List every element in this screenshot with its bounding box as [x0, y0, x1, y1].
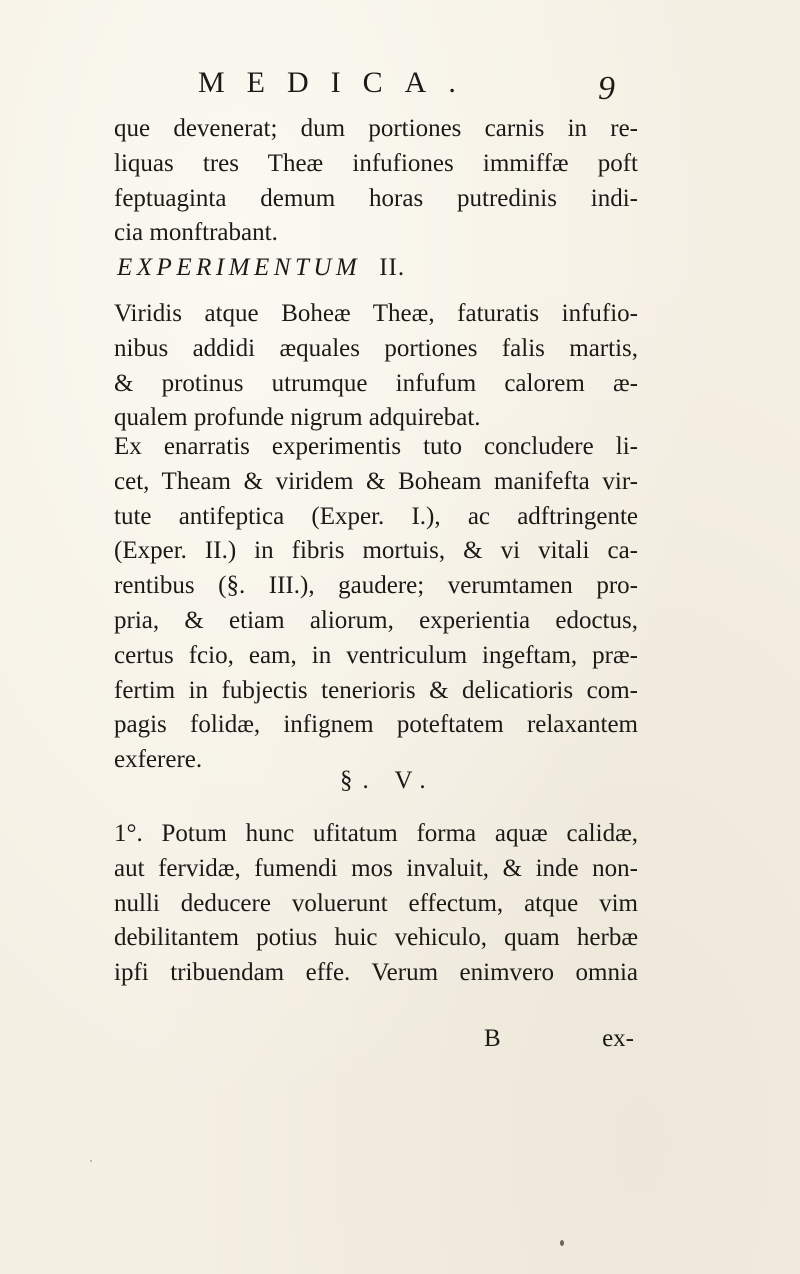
- experiment-heading: [117, 254, 405, 282]
- text-line: liquas tres Theæ infufiones immiffæ poft: [114, 149, 638, 177]
- heading-number: II.: [379, 254, 406, 281]
- text-line: qualem profunde nigrum adquirebat.: [114, 404, 481, 432]
- page-footer: [114, 1025, 638, 1059]
- text-line: Ex enarratis experimentis tuto concludere li-: [114, 433, 638, 460]
- text-line: debilitantem potius huic vehiculo, quam herbæ: [114, 924, 638, 952]
- text-line: nulli deducere voluerunt effectum, atque vim: [114, 889, 638, 917]
- paper-speck: [560, 1240, 564, 1246]
- text-line: tute antifeptica (Exper. I.), ac adftringente: [114, 502, 638, 530]
- text-line: certus fcio, eam, in ventriculum ingeftam, præ-: [114, 641, 638, 669]
- text-line: ipfi tribuendam effe. Verum enimvero omnia: [114, 959, 638, 987]
- running-head: MEDICA.: [198, 66, 478, 99]
- paragraph-experiment: [114, 297, 638, 436]
- text-line: Viridis atque Boheæ Theæ, faturatis infufio-: [114, 300, 638, 327]
- text-line: (Exper. II.) in fibris mortuis, & vi vitali ca-: [114, 537, 638, 565]
- paragraph-continuation: [114, 112, 638, 251]
- text-line: aut fervidæ, fumendi mos invaluit, & inde non-: [114, 854, 638, 882]
- catchword: ex-: [602, 1025, 634, 1052]
- text-line: pagis folidæ, infignem poteftatem relaxantem: [114, 711, 638, 739]
- text-line: fertim in fubjectis tenerioris & delicatioris com-: [114, 676, 638, 704]
- text-line: cia monftrabant.: [114, 219, 278, 247]
- text-line: exferere.: [114, 746, 203, 774]
- text-line: 1°. Potum hunc ufitatum forma aquæ calidæ,: [114, 820, 638, 847]
- paper-speck: [90, 1160, 92, 1162]
- text-line: rentibus (§. III.), gaudere; verumtamen pro-: [114, 572, 638, 600]
- text-line: feptuaginta demum horas putredinis indi-: [114, 184, 638, 212]
- section-mark: §. V.: [340, 767, 436, 794]
- text-line: pria, & etiam aliorum, experientia edoctus,: [114, 606, 638, 634]
- signature-mark: B: [484, 1025, 501, 1052]
- text-line: que devenerat; dum portiones carnis in re-: [114, 115, 638, 142]
- text-line: nibus addidi æquales portiones falis martis,: [114, 334, 638, 362]
- text-line: cet, Theam & viridem & Boheam manifefta vir-: [114, 467, 638, 495]
- text-line: & protinus utrumque infufum calorem æ-: [114, 369, 638, 397]
- paragraph-section: [114, 817, 638, 991]
- paragraph-conclusion: [114, 430, 638, 778]
- page-number: 9: [598, 70, 615, 107]
- heading-title: EXPERIMENTUM: [117, 254, 362, 281]
